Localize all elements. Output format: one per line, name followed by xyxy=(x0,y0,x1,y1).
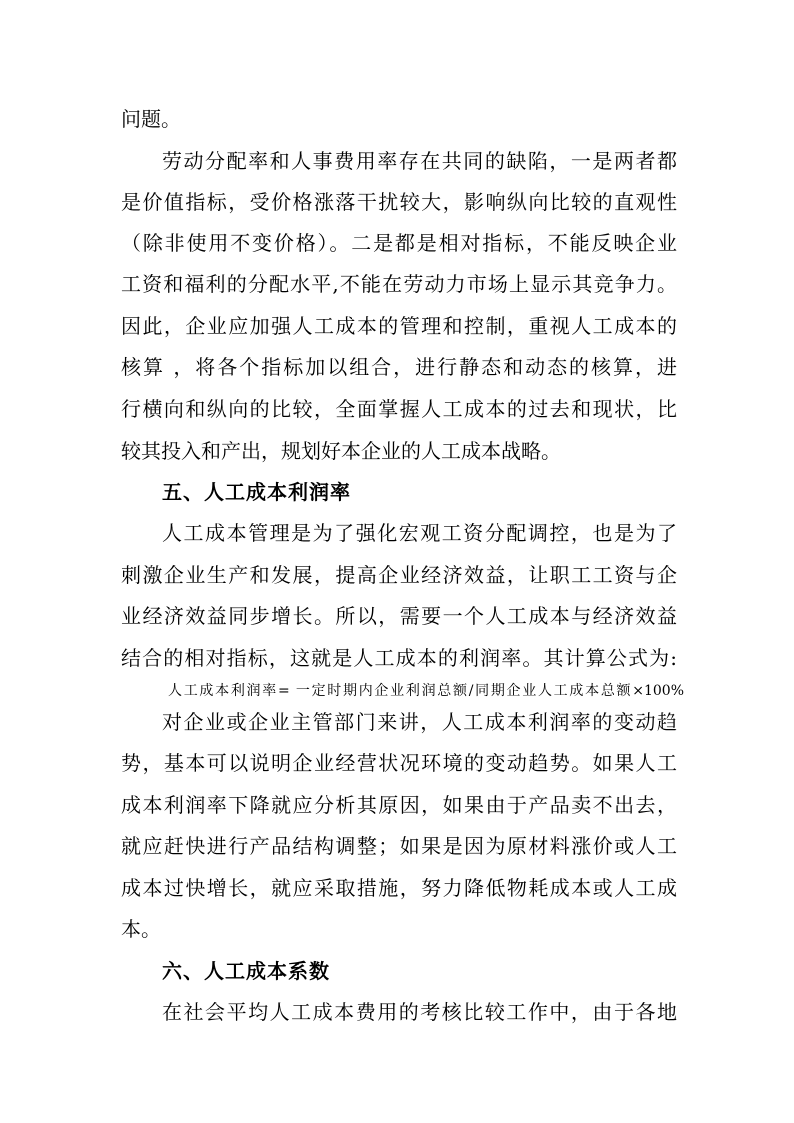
text-line: 在社会平均人工成本费用的考核比较工作中，由于各地 xyxy=(162,1000,677,1024)
text-line: 行横向和纵向的比较，全面掌握人工成本的过去和现状，比 xyxy=(121,397,677,421)
text-line: 势，基本可以说明企业经营状况环境的变动趋势。如果人工 xyxy=(121,751,677,775)
text-line: 核算 ，将各个指标加以组合，进行静态和动态的核算，进 xyxy=(121,355,677,379)
text-line: 成本利润率下降就应分析其原因，如果由于产品卖不出去， xyxy=(121,793,677,817)
text-line: 是价值指标，受价格涨落干扰较大，影响纵向比较的直观性 xyxy=(121,190,677,214)
text-line: 成本过快增长，就应采取措施，努力降低物耗成本或人工成 xyxy=(121,876,677,900)
text-line: 人工成本管理是为了强化宏观工资分配调控，也是为了 xyxy=(162,521,677,545)
text-line: （除非使用不变价格）。二是都是相对指标，不能反映企业 xyxy=(121,231,677,255)
text-line: 因此，企业应加强人工成本的管理和控制，重视人工成本的 xyxy=(121,314,677,338)
text-line: 问题。 xyxy=(121,107,181,131)
text-line: 就应赶快进行产品结构调整；如果是因为原材料涨价或人工 xyxy=(121,834,677,858)
section-heading: 六、人工成本系数 xyxy=(162,959,330,983)
formula-line: 人工成本利润率= 一定时期内企业利润总额/同期企业人工成本总额×100% xyxy=(168,683,684,699)
text-line: 对企业或企业主管部门来讲，人工成本利润率的变动趋 xyxy=(162,710,677,734)
text-line: 结合的相对指标，这就是人工成本的利润率。其计算公式为: xyxy=(121,646,677,670)
text-line: 工资和福利的分配水平,不能在劳动力市场上显示其竞争力。 xyxy=(121,272,677,296)
text-line: 本。 xyxy=(121,917,161,941)
text-line: 业经济效益同步增长。所以，需要一个人工成本与经济效益 xyxy=(121,604,677,628)
text-line: 较其投入和产出，规划好本企业的人工成本战略。 xyxy=(121,439,561,463)
section-heading: 五、人工成本利润率 xyxy=(162,480,351,504)
text-line: 劳动分配率和人事费用率存在共同的缺陷，一是两者都 xyxy=(162,149,677,173)
text-line: 刺激企业生产和发展，提高企业经济效益，让职工工资与企 xyxy=(121,563,677,587)
